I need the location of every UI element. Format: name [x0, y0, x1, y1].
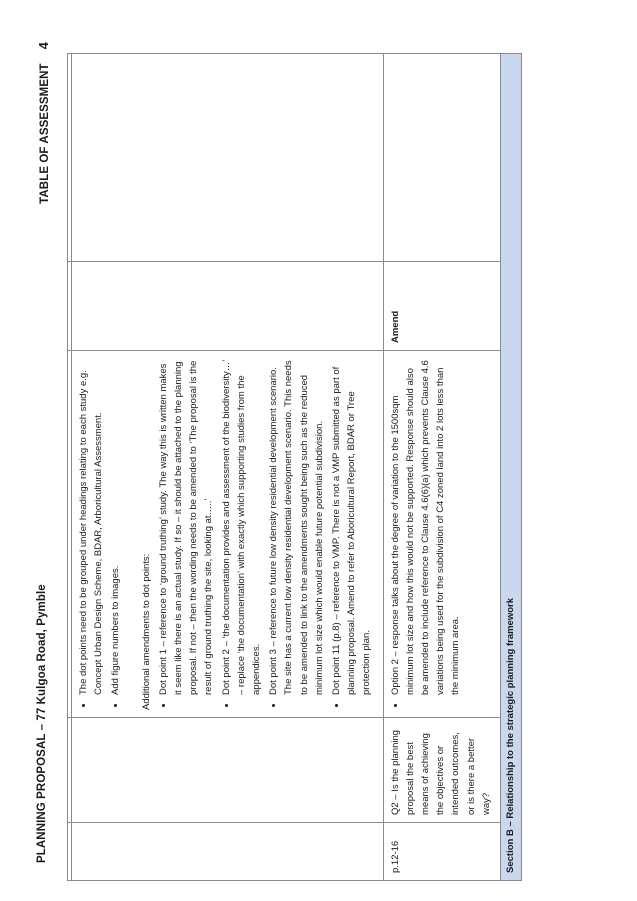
- action-cell: Amend: [383, 262, 500, 351]
- table-row: [501, 54, 522, 881]
- extra-cell: [72, 54, 384, 262]
- list-item: • Add figure numbers to images.: [108, 358, 123, 695]
- question-cell: Q2 – Is the planning proposal the best means of achieving the objectives or intended outcomes, or is there a better way?: [383, 718, 500, 823]
- document-title: PLANNING PROPOSAL – 77 Kulgoa Road, Pymble: [36, 584, 48, 863]
- list-item: • Option 2 – response talks about the degree of variation to the 1500sqm minimum lot size and how this would not be supported. Response should also be amended to include reference to Clause 4.6(6)(a) which prevents Clause 4.6 variations being used for the subdivision of C4 zoned land into 2 lots less than the minimum area.: [388, 358, 464, 695]
- section-b-heading: Section B – Relationship to the strategic planning framework: [501, 54, 522, 881]
- section-heading: TABLE OF ASSESSMENT: [39, 63, 51, 204]
- list-item: • Dot point 11 (p.8) – reference to VMP. There is not a VMP submitted as part of planning proposal. Amend to refer to Aboricultural Report, BDAR or Tree protection plan.: [329, 358, 375, 695]
- page-ref-cell: p.12-16: [383, 823, 500, 881]
- list-item: • Dot point 3 – reference to future low density residential development scenario. The site has a current low density residential development scenario. This needs to be amended to link to the amendments sought being such as the reduced minimum lot size which would enable future potential subdivision.: [266, 358, 327, 695]
- question-cell: [72, 718, 384, 823]
- comment-cell: [383, 351, 500, 718]
- action-cell: [72, 262, 384, 351]
- list-item: • Dot point 1 – reference to ‘ground truthing’ study. The way this is written makes it seem like there is an actual study. If so – it should be attached to the planning proposal. If not – then the wording needs to be amended to ‘The proposal is the result of ground truthing the site, looking at…..’: [156, 358, 217, 695]
- list-item: • The dot points need to be grouped under headings relating to each study e.g. Concept Urban Design Scheme, BDAR, Arboricultural Assessment.: [76, 358, 106, 695]
- comment-cell: [72, 351, 384, 718]
- table-row: [383, 54, 500, 881]
- assessment-table: [67, 53, 522, 881]
- page-number: 4: [36, 42, 51, 50]
- amendments-intro: Additional amendments to dot points:: [140, 553, 152, 710]
- list-item: • Dot point 2 – ‘the documentation provides and assessment of the biodiversity…’ – replace ‘the documentation’ with exactly which supporting studies from the appendices.: [219, 358, 265, 695]
- page-ref-cell: [72, 823, 384, 881]
- page-header-right: [36, 42, 51, 204]
- extra-cell: [383, 54, 500, 262]
- table-row: [72, 54, 384, 881]
